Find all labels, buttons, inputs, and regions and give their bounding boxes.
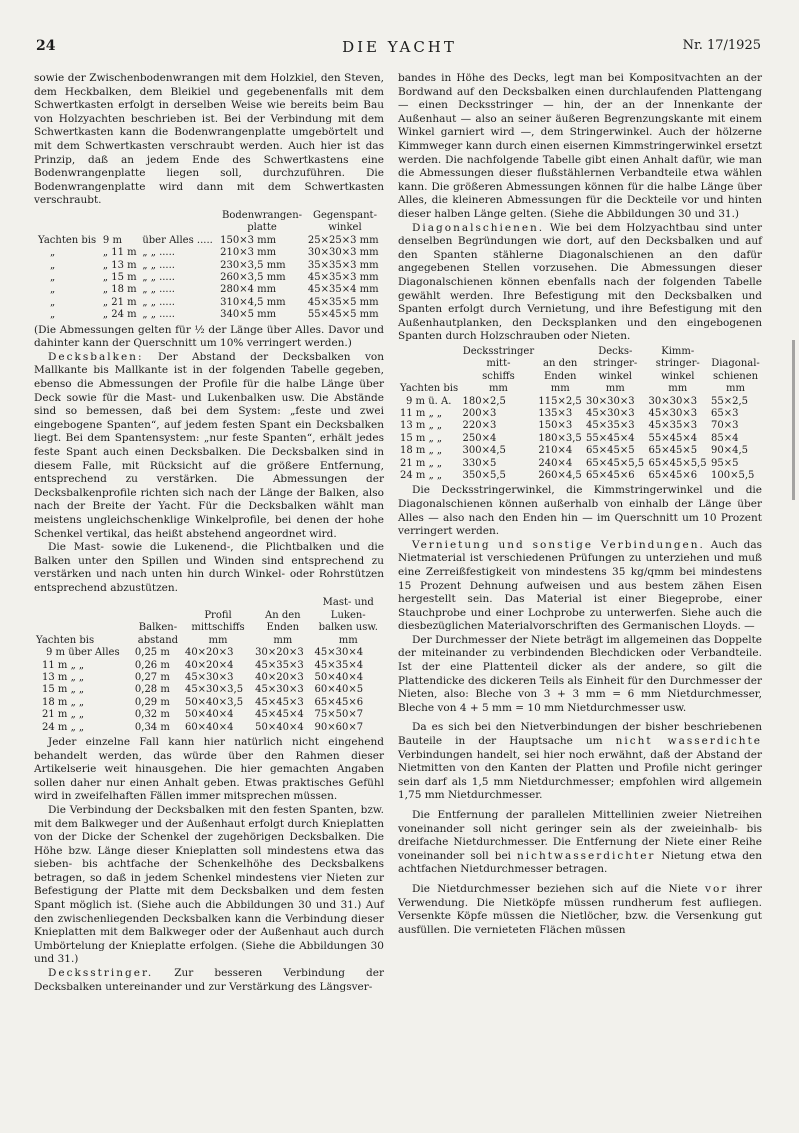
table-header: Yachten bis — [36, 634, 95, 646]
issue-number: Nr. 17/1925 — [682, 38, 761, 53]
left-column — [34, 72, 384, 994]
section-lead: Decksstringer. — [48, 967, 154, 980]
table-row: „ „ 18 m „ „ ..... 280×4 mm 45×35×4 mm — [50, 284, 379, 296]
table-row: 18 m „ „ 300×4,5 210×4 65×45×5 65×45×5 90×4,5 — [400, 445, 749, 457]
paragraph: Die Mast- sowie die Lukenend-, die Plichtbalken und die Balken unter den Spillen und Winden sind entsprechend zu verstärken und nach unten hin durch Winkel- oder Rohrstützen entsprechend abzustützen. — [34, 541, 384, 594]
table-stringer — [398, 346, 762, 482]
table-row: 11 m „ „ 0,26 m 40×20×4 45×35×3 45×35×4 — [42, 659, 364, 671]
section-lead: Diagonalschienen. — [412, 221, 545, 234]
page-number: 24 — [36, 38, 56, 54]
paragraph: Decksstringer. Zur besseren Verbindung der Decksbalken untereinander und zur Verstärkung des Längsver- — [34, 967, 384, 993]
table-row: 13 m „ „ 220×3 150×3 45×35×3 45×35×3 70×3 — [400, 420, 739, 432]
table-header: Profil mittschiffs mm — [191, 609, 245, 646]
table-row: 21 m „ „ 330×5 240×4 65×45×5,5 65×45×5,5 95×5 — [400, 457, 739, 469]
table-header: an den Enden mm — [543, 358, 578, 395]
table-decksbalken — [34, 597, 384, 733]
paragraph: Decksbalken: Der Abstand der Decksbalken von Mallkante bis Mallkante ist in der folgenden Tabelle gegeben, ebenso die Abmessungen der Profile für die halbe Länge über Deck sowie für die Mast- und Lukenbalken usw. Die Abstände sind so bemessen, daß bei dem System: „feste und zwei eingebogene Spanten“, auf jedem festen Spant ein Decksbalken liegt. Bei dem Spantensystem: „nur feste Spanten“, erhält jedes feste Spant auch einen Decksbalken. Die Decksbalken sind in diesem Falle, mit Rücksicht auf die größere Entfernung, entsprechend zu verstärken. Die Abmessungen der Decksbalkenprofile richten sich nach der Länge der Balken, also nach der Breite der Yacht. Für die Decksbalken wählt man meistens ungleichschenklige Winkelprofile, bei denen der hohe Schenkel vertikal, das heißt abstehend angeordnet wird. — [34, 350, 384, 540]
table-header: An den Enden mm — [264, 609, 301, 646]
table-row: „ „ 13 m „ „ ..... 230×3,5 mm 35×35×3 mm — [50, 259, 379, 271]
table-row: 21 m „ „ 0,32 m 50×40×4 45×45×4 75×50×7 — [42, 709, 364, 721]
binding-edge-shadow — [792, 340, 795, 500]
table-header: Yachten bis — [400, 383, 459, 395]
table-row: 18 m „ „ 0,29 m 50×40×3,5 45×45×3 65×45×6 — [42, 696, 364, 708]
table-row: 15 m „ „ 0,28 m 45×30×3,5 45×30×3 60×40×5 — [42, 684, 364, 696]
paragraph: (Die Abmessungen gelten für ½ der Länge über Alles. Davor und dahinter kann der Querschnitt um 10% verringert werden.) — [34, 323, 384, 350]
table-row: 15 m „ „ 250×4 180×3,5 55×45×4 55×45×4 85×4 — [400, 432, 739, 444]
table-row: 24 m „ „ 350×5,5 260×4,5 65×45×6 65×45×6 100×5,5 — [400, 469, 755, 481]
section-lead: Vernietung und sonstige Verbindungen. — [412, 538, 705, 551]
table-header: Diagonal- schienen mm — [711, 358, 760, 395]
table-header: Decksstringer mitt- schiffs mm — [462, 345, 535, 395]
table-bodenwrangen — [36, 210, 384, 322]
table-header: Bodenwrangen- platte — [222, 209, 303, 234]
table-row: 24 m „ „ 0,34 m 60×40×4 50×40×4 90×60×7 — [42, 721, 364, 733]
table-header: Gegenspant- winkel — [312, 209, 377, 234]
paragraph: Jeder einzelne Fall kann hier natürlich nicht eingehend behandelt werden, das würde über den Rahmen dieser Artikelserie weit hinausgehen. Die hier gemachten Angaben sollen daher nur einen Anhalt geben. Etwas praktisches Gefühl wird in zweifelhaften Fällen immer mitsprechen müssen. — [34, 735, 384, 803]
paragraph: Da es sich bei den Nietverbindungen der bisher beschriebenen Bauteile in der Hauptsache um nicht wasserdichte Verbindungen handelt, sei hier noch erwähnt, daß der Abstand der Nietmitten von den Kanten der Platten und Profile nicht geringer sein darf als 1,5 mm Nietdurchmesser; empfohlen wird allgemein 1,75 mm Nietdurchmesser. — [398, 721, 763, 802]
table-row: „ „ 21 m „ „ ..... 310×4,5 mm 45×35×5 mm — [50, 296, 379, 308]
table-header: Decks- stringer- winkel mm — [593, 345, 638, 395]
section-lead: Decksbalken: — [48, 350, 144, 363]
paragraph: Vernietung und sonstige Verbindungen. Auch das Nietmaterial ist verschiedenen Prüfungen zu unterziehen und muß eine Zerreißfestigkeit von mindestens 35 kg/qmm bei mindestens 15 Prozent Dehnung aufweisen und aus bestem zähen Eisen hergestellt sein. Das Material ist einer Biegeprobe, einer Stauchprobe und einer Lochprobe zu unterwerfen. Siehe auch die diesbezüglichen Materialvorschriften des Germanischen Lloyds. — — [398, 538, 762, 633]
table-row: 11 m „ „ 200×3 135×3 45×30×3 45×30×3 65×3 — [400, 407, 739, 419]
table-row: „ „ 11 m „ „ ..... 210×3 mm 30×30×3 mm — [50, 247, 379, 259]
paragraph: Diagonalschienen. Wie bei dem Holzyachtbau sind unter denselben Begründungen wie dort, auf den Decksbalken und auf den Spanten stählerne Diagonalschienen an den dafür angegebenen Stellen vorzusehen. Die Abmessungen dieser Diagonalschienen können ebenfalls nach der folgenden Tabelle gewählt werden. Ihre Befestigung mit den Decksbalken und Spanten erfolgt durch Vernietung, und ihre Befestigung mit den Außenhautplanken, den Decksplanken und den eingebogenen Spanten durch Holzschrauben oder Nieten. — [398, 221, 762, 343]
table-header: Kimm- stringer- winkel mm — [655, 345, 700, 395]
paragraph: bandes in Höhe des Decks, legt man bei Kompositvachten an der Bordwand auf den Decksbalken einen durchlaufenden Plattengang — einen Decksstringer — hin, der an der Innenkante der Außenhaut — also an seiner äußeren Begrenzungskante mit einem Winkel garniert wird —, dem Stringerwinkel. Auch der hölzerne Kimmweger kann durch einen eisernen Kimmstringerwinkel ersetzt werden. Die nachfolgende Tabelle gibt einen Anhalt dafür, wie man die Abmessungen dieser flußstählernen Verbandteile etwa wählen kann. Die größeren Abmessungen können für die halbe Länge über Alles, die kleineren Abmessungen für die Deckteile vor und hinten dieser halben Länge gelten. (Siehe die Abbildungen 30 und 31.) — [398, 72, 762, 220]
journal-title: DIE YACHT — [342, 38, 457, 56]
paragraph: Die Decksstringerwinkel, die Kimmstringerwinkel und die Diagonalschienen können außerhalb von einhalb der Länge über Alles — also nach den Enden hin — im Querschnitt um 10 Prozent verringert werden. — [398, 484, 762, 538]
paragraph: sowie der Zwischenbodenwrangen mit dem Holzkiel, den Steven, dem Heckbalken, dem Bleikiel und gegebenenfalls mit dem Schwertkasten erfolgt in derselben Weise wie bereits beim Bau von Holzyachten beschrieben ist. Bei der Verbindung mit dem Schwertkasten kann die Bodenwrangenplatte umgebörtelt und mit dem Schwertkasten verschraubt werden. Auch hier ist das Prinzip, daß an jedem Ende des Schwertkastens eine Bodenwrangenplatte liegen soll, durchzuführen. Die Bodenwrangenplatte wird dann mit dem Schwertkasten verschraubt. — [34, 72, 384, 207]
paragraph: Die Nietdurchmesser beziehen sich auf die Niete vor ihrer Verwendung. Die Nietköpfe müssen rundherum fest aufliegen. Versenkte Köpfe müssen die Nietlöcher, bzw. die Versenkung gut ausfüllen. Die vernieteten Flächen müssen — [398, 882, 762, 936]
table-row: 9 m über Alles 0,25 m 40×20×3 30×20×3 45×30×4 — [46, 647, 364, 659]
table-row: Yachten bis 9 m über Alles ..... 150×3 mm 25×25×3 mm — [38, 234, 379, 246]
paragraph: Der Durchmesser der Niete beträgt im allgemeinen das Doppelte der miteinander zu verbindenden Blechdicken oder Verbandteile. Ist der eine Plattenteil dicker als der andere, so gilt die Plattendicke des dickeren Teils als Einheit für den Durchmesser der Nieten, also: Bleche von 3 + 3 mm = 6 mm Nietdurchmesser, Bleche von 4 + 5 mm = 10 mm Nietdurchmesser usw. — [398, 633, 762, 714]
table-row: 9 m ü. A. 180×2,5 115×2,5 30×30×3 30×30×3 55×2,5 — [406, 395, 749, 407]
right-column — [398, 72, 762, 937]
table-header: Balken- abstand — [137, 622, 179, 646]
table-row: 13 m „ „ 0,27 m 45×30×3 40×20×3 50×40×4 — [42, 671, 364, 683]
table-row: „ „ 15 m „ „ ..... 260×3,5 mm 45×35×3 mm — [50, 271, 379, 283]
table-header: Mast- und Luken- balken usw. mm — [318, 597, 378, 646]
paragraph: Die Verbindung der Decksbalken mit den festen Spanten, bzw. mit dem Balkweger und der Außenhaut erfolgt durch Knieplatten von der Dicke der Schenkel der zugehörigen Decksbalken. Die Höhe bzw. Länge dieser Knieplatten soll mindestens etwa das sieben- bis achtfache der Schenkelhöhe des Decksbalkens betragen, so daß in jedem Schenkel mindestens vier Nieten zur Befestigung der Platte mit dem Decksbalken und dem festen Spant möglich ist. (Siehe auch die Abbildungen 30 und 31.) Auf den zwischenliegenden Decksbalken kann die Verbindung dieser Knieplatten mit dem Balkweger oder der Außenhaut auch durch Umbörtelung der Knieplatte erfolgen. (Siehe die Abbildungen 30 und 31.) — [34, 803, 384, 966]
table-row: „ „ 24 m „ „ ..... 340×5 mm 55×45×5 mm — [50, 309, 379, 321]
paragraph: Die Entfernung der parallelen Mittellinien zweier Nietreihen voneinander soll nicht geringer sein als der zweieinhalb- bis dreifache Nietdurchmesser. Die Entfernung der Niete einer Reihe voneinander soll bei nichtwasserdichter Nietung etwa den achtfachen Nietdurchmesser betragen. — [398, 809, 762, 876]
